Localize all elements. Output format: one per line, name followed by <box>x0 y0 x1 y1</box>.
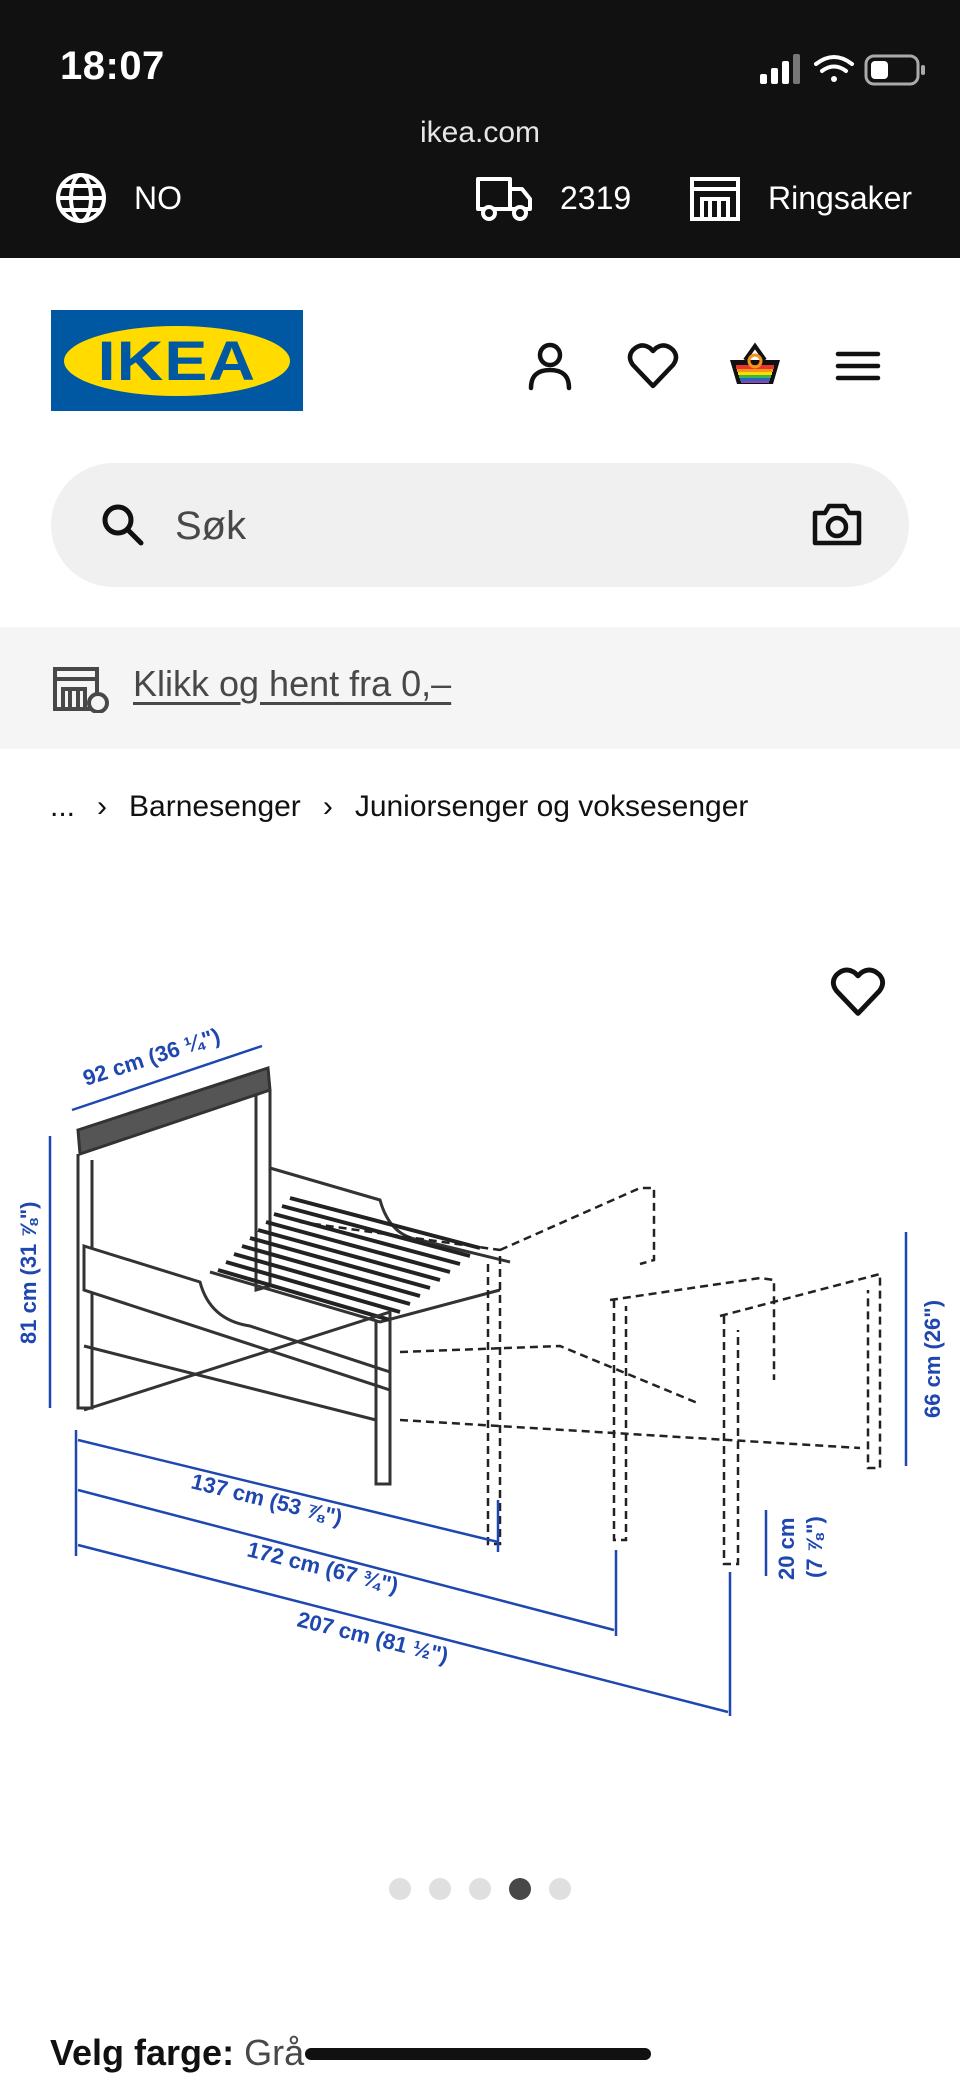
search-input[interactable] <box>173 485 737 567</box>
ikea-logo[interactable] <box>51 310 303 411</box>
color-label: Velg farge: <box>50 2032 235 2073</box>
browser-url[interactable]: ikea.com <box>419 116 541 149</box>
dimension-width: 92 cm (36 ¼") <box>79 1022 224 1091</box>
breadcrumb <box>50 782 748 832</box>
carousel-dot[interactable] <box>469 1878 491 1900</box>
site-header <box>0 258 960 628</box>
store-icon <box>688 173 742 223</box>
chevron-right-icon: › <box>322 790 333 823</box>
signal-icon <box>760 54 800 84</box>
status-time: 18:07 <box>60 44 165 88</box>
delivery-postcode[interactable] <box>474 172 631 224</box>
logo-oval <box>64 326 290 396</box>
search-bar[interactable] <box>51 463 909 587</box>
store-selector[interactable] <box>688 172 912 224</box>
country-selector[interactable] <box>54 172 182 224</box>
dimension-footboard-height: 66 cm (26") <box>920 1299 945 1418</box>
color-value: Grå <box>244 2032 305 2073</box>
dimension-length-short: 137 cm (53 ⅞") <box>188 1468 345 1531</box>
store-name: Ringsaker <box>768 179 913 216</box>
battery-icon <box>866 56 925 84</box>
carousel-dot[interactable] <box>549 1878 571 1900</box>
wifi-icon <box>816 57 852 82</box>
dimension-clearance-cm: 20 cm <box>774 1517 799 1580</box>
color-selector[interactable] <box>50 2032 304 2074</box>
globe-icon <box>54 171 108 225</box>
search-icon <box>99 501 147 549</box>
cart-icon[interactable] <box>727 338 783 394</box>
country-code: NO <box>134 179 182 216</box>
carousel-dot[interactable] <box>429 1878 451 1900</box>
store-pickup-icon <box>52 665 110 713</box>
breadcrumb-ellipsis[interactable]: ... <box>50 790 76 823</box>
chevron-right-icon: › <box>97 790 108 823</box>
carousel-dot-active[interactable] <box>509 1878 531 1900</box>
dimension-length-long: 207 cm (81 ½") <box>294 1606 451 1669</box>
dimension-height: 81 cm (31 ⅞") <box>16 1201 41 1344</box>
logo-text: IKEA <box>97 329 257 392</box>
product-dimension-image[interactable] <box>0 1000 960 1780</box>
carousel-dot[interactable] <box>389 1878 411 1900</box>
wishlist-icon[interactable] <box>625 338 681 394</box>
breadcrumb-item-juniorsenger[interactable]: Juniorsenger og voksesenger <box>354 790 749 823</box>
carousel-dots <box>0 1878 960 1900</box>
click-collect-banner <box>0 627 960 749</box>
status-icons <box>760 52 930 88</box>
postcode-text: 2319 <box>560 179 632 216</box>
dimension-length-mid: 172 cm (67 ¾") <box>244 1536 401 1599</box>
click-collect-link[interactable]: Klikk og hent fra 0,– <box>133 663 452 704</box>
top-bar <box>0 0 960 258</box>
home-indicator[interactable] <box>305 2048 651 2060</box>
truck-icon <box>474 173 534 223</box>
menu-icon[interactable] <box>830 338 886 394</box>
dimension-clearance-in: (7 ⅞") <box>802 1516 827 1578</box>
camera-icon[interactable] <box>811 501 863 547</box>
breadcrumb-item-barnesenger[interactable]: Barnesenger <box>129 790 301 823</box>
account-icon[interactable] <box>522 338 578 394</box>
